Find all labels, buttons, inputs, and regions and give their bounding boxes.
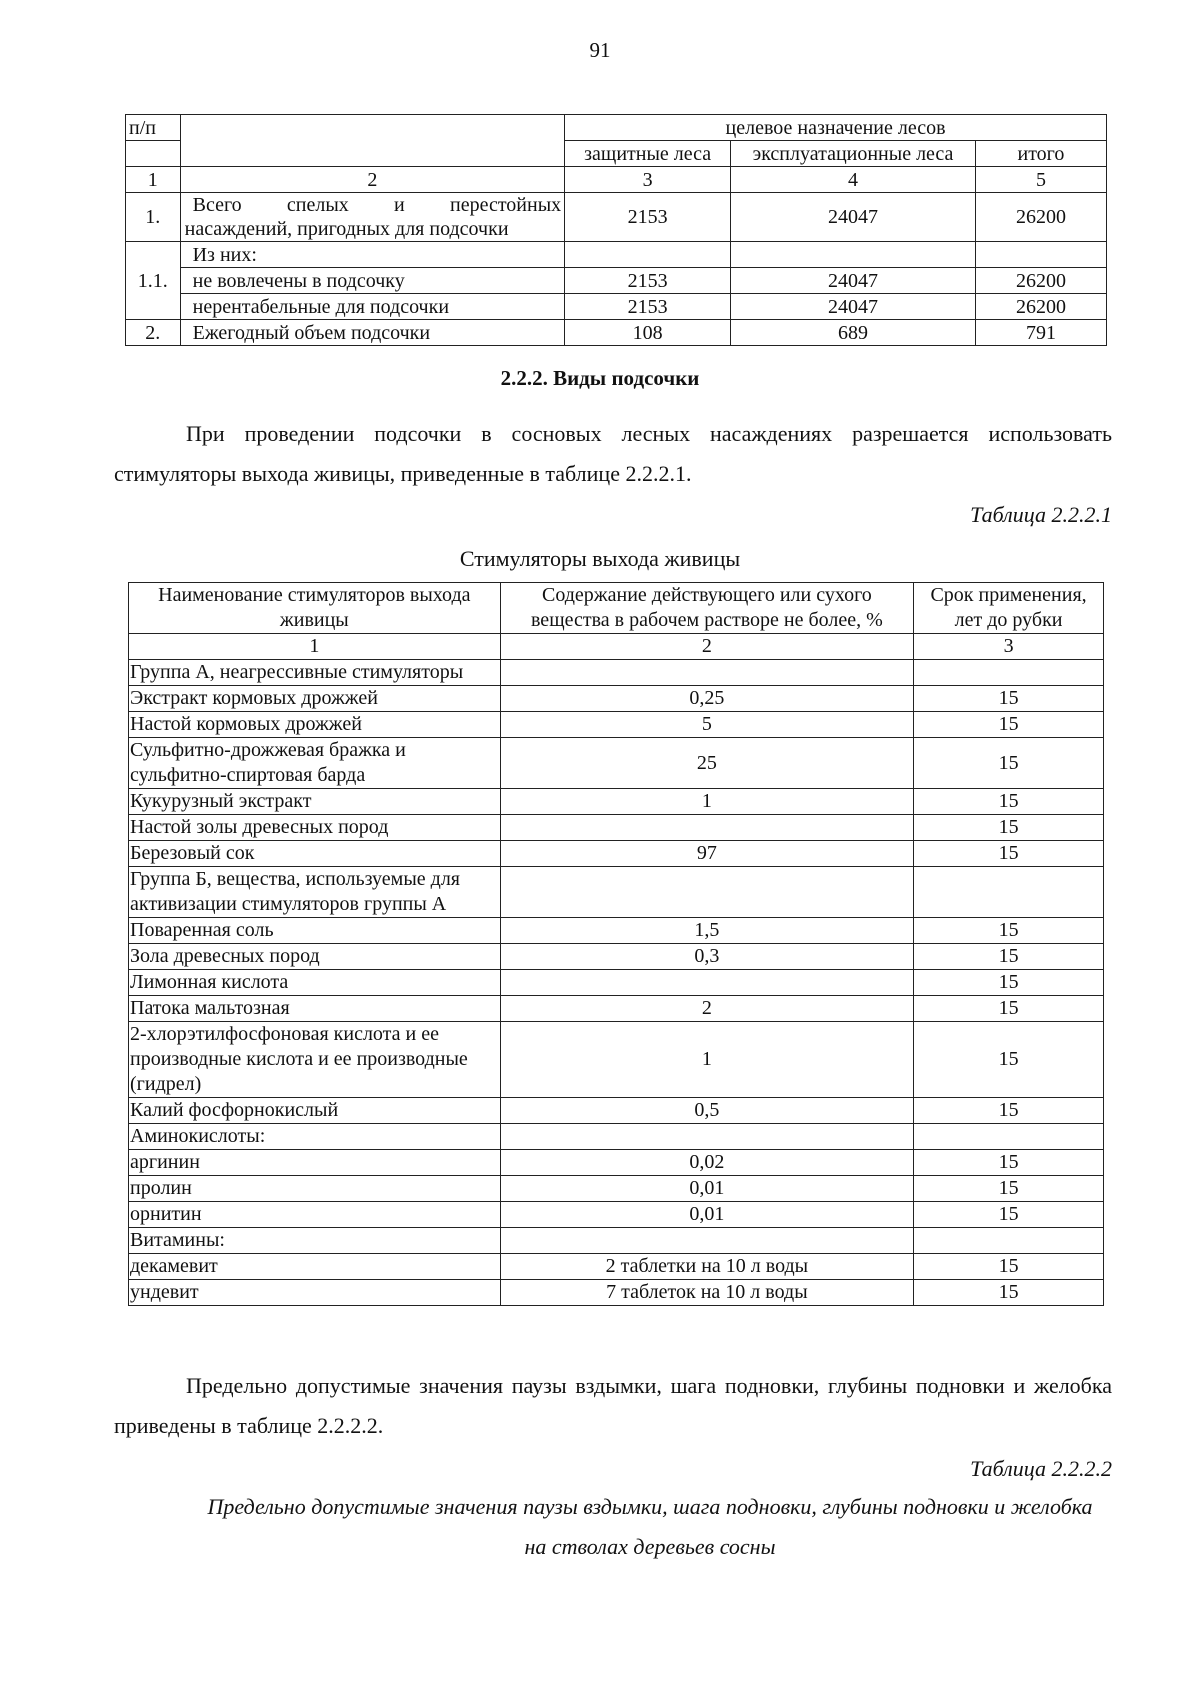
row-name: Ежегодный объем подсочки xyxy=(180,320,565,346)
header-protective: защитные леса xyxy=(565,141,731,167)
stimulator-name: Патока мальтозная xyxy=(129,996,501,1022)
table-row xyxy=(129,660,1104,686)
table-row xyxy=(129,686,1104,712)
row-value: 24047 xyxy=(731,294,976,320)
table-row xyxy=(129,1280,1104,1306)
row-num: 1.1. xyxy=(126,242,181,320)
term-value: 15 xyxy=(914,841,1104,867)
stimulator-name: Кукурузный экстракт xyxy=(129,789,501,815)
term-value: 15 xyxy=(914,996,1104,1022)
stimulator-name: Группа А, неагрессивные стимуляторы xyxy=(129,660,501,686)
row-value: 689 xyxy=(731,320,976,346)
term-value: 15 xyxy=(914,944,1104,970)
col-number: 2 xyxy=(180,167,565,193)
term-value: 15 xyxy=(914,1176,1104,1202)
row-name: Всего спелых и перестойных насаждений, пригодных для подсочки xyxy=(180,193,565,242)
table-row xyxy=(129,1098,1104,1124)
header-empty xyxy=(180,115,565,167)
stimulator-name: аргинин xyxy=(129,1150,501,1176)
row-value xyxy=(731,242,976,268)
content-value: 7 таблеток на 10 л воды xyxy=(500,1280,913,1306)
stimulator-name: Экстракт кормовых дрожжей xyxy=(129,686,501,712)
content-value: 25 xyxy=(500,738,913,789)
row-value: 2153 xyxy=(565,268,731,294)
term-value: 15 xyxy=(914,1098,1104,1124)
table-row xyxy=(129,789,1104,815)
table-row xyxy=(129,815,1104,841)
content-value: 1,5 xyxy=(500,918,913,944)
row-value: 24047 xyxy=(731,193,976,242)
stimulator-name: Сульфитно-дрожжевая бражка и сульфитно-спиртовая барда xyxy=(129,738,501,789)
stimulator-name: Лимонная кислота xyxy=(129,970,501,996)
stimulator-name: Поваренная соль xyxy=(129,918,501,944)
row-value: 26200 xyxy=(975,294,1106,320)
table-row xyxy=(129,1124,1104,1150)
stimulator-name: Витамины: xyxy=(129,1228,501,1254)
term-value: 15 xyxy=(914,738,1104,789)
term-value: 15 xyxy=(914,789,1104,815)
table-row xyxy=(129,1202,1104,1228)
content-value xyxy=(500,815,913,841)
term-value: 15 xyxy=(914,686,1104,712)
content-value: 1 xyxy=(500,789,913,815)
content-value: 0,3 xyxy=(500,944,913,970)
header-term: Срок применения, лет до рубки xyxy=(914,583,1104,634)
header-total: итого xyxy=(975,141,1106,167)
term-value: 15 xyxy=(914,1022,1104,1098)
row-name: не вовлечены в подсочку xyxy=(180,268,565,294)
row-value: 24047 xyxy=(731,268,976,294)
content-value xyxy=(500,660,913,686)
page-number: 91 xyxy=(589,38,611,62)
term-value: 15 xyxy=(914,1280,1104,1306)
paragraph: При проведении подсочки в сосновых лесных насаждениях разрешается использовать стимуляторы выхода живицы, приведенные в таблице 2.2.2.1. xyxy=(114,421,1112,486)
content-value: 97 xyxy=(500,841,913,867)
header-group: целевое назначение лесов xyxy=(565,115,1107,141)
table-label: Таблица 2.2.2.1 xyxy=(970,502,1112,527)
table-row xyxy=(129,1228,1104,1254)
row-value xyxy=(975,242,1106,268)
content-value: 0,5 xyxy=(500,1098,913,1124)
stimulator-name: Березовый сок xyxy=(129,841,501,867)
table-row xyxy=(129,1022,1104,1098)
stimulator-name: Настой золы древесных пород xyxy=(129,815,501,841)
table-label: Таблица 2.2.2.2 xyxy=(970,1456,1112,1481)
col-number: 1 xyxy=(129,634,501,660)
stimulator-name: Зола древесных пород xyxy=(129,944,501,970)
stimulators-table xyxy=(128,582,1104,1306)
content-value xyxy=(500,970,913,996)
term-value: 15 xyxy=(914,1150,1104,1176)
stimulator-name: Аминокислоты: xyxy=(129,1124,501,1150)
row-value: 791 xyxy=(975,320,1106,346)
col-number: 3 xyxy=(914,634,1104,660)
content-value: 5 xyxy=(500,712,913,738)
content-value: 0,25 xyxy=(500,686,913,712)
term-value: 15 xyxy=(914,1202,1104,1228)
table-row xyxy=(129,918,1104,944)
term-value xyxy=(914,1124,1104,1150)
row-num: 1. xyxy=(126,193,181,242)
table-row xyxy=(129,944,1104,970)
row-value: 108 xyxy=(565,320,731,346)
header-empty-pp xyxy=(126,141,181,167)
table-row xyxy=(126,268,1107,294)
col-number: 5 xyxy=(975,167,1106,193)
table-row xyxy=(126,193,1107,242)
stimulator-name: Калий фосфорнокислый xyxy=(129,1098,501,1124)
row-name: нерентабельные для подсочки xyxy=(180,294,565,320)
table-row xyxy=(129,1254,1104,1280)
col-number: 3 xyxy=(565,167,731,193)
row-num: 2. xyxy=(126,320,181,346)
row-value xyxy=(565,242,731,268)
header-pp: п/п xyxy=(126,115,181,141)
content-value: 0,01 xyxy=(500,1176,913,1202)
row-value: 26200 xyxy=(975,193,1106,242)
col-number: 2 xyxy=(500,634,913,660)
table-caption: Стимуляторы выхода живицы xyxy=(459,546,741,571)
table-row xyxy=(129,970,1104,996)
table-caption: Предельно допустимые значения паузы вздымки, шага подновки, глубины подновки и желобка на стволах деревьев сосны xyxy=(207,1494,1093,1559)
table-row xyxy=(129,867,1104,918)
term-value xyxy=(914,1228,1104,1254)
row-value: 26200 xyxy=(975,268,1106,294)
term-value: 15 xyxy=(914,1254,1104,1280)
header-content: Содержание действующего или сухого вещества в рабочем растворе не более, % xyxy=(500,583,913,634)
table-row xyxy=(126,242,1107,268)
header-exploitation: эксплуатационные леса xyxy=(731,141,976,167)
stimulator-name: Настой кормовых дрожжей xyxy=(129,712,501,738)
content-value xyxy=(500,1228,913,1254)
stimulator-name: орнитин xyxy=(129,1202,501,1228)
paragraph: Предельно допустимые значения паузы вздымки, шага подновки, глубины подновки и желобка приведены в таблице 2.2.2.2. xyxy=(114,1373,1112,1438)
table-row xyxy=(129,712,1104,738)
row-name: Из них: xyxy=(180,242,565,268)
stimulator-name: ундевит xyxy=(129,1280,501,1306)
term-value xyxy=(914,867,1104,918)
content-value: 0,02 xyxy=(500,1150,913,1176)
content-value xyxy=(500,867,913,918)
row-value: 2153 xyxy=(565,193,731,242)
content-value: 2 xyxy=(500,996,913,1022)
header-name: Наименование стимуляторов выхода живицы xyxy=(129,583,501,634)
term-value: 15 xyxy=(914,970,1104,996)
content-value xyxy=(500,1124,913,1150)
content-value: 0,01 xyxy=(500,1202,913,1228)
table-row xyxy=(129,1176,1104,1202)
table-row xyxy=(129,738,1104,789)
table-row xyxy=(129,996,1104,1022)
term-value: 15 xyxy=(914,712,1104,738)
content-value: 2 таблетки на 10 л воды xyxy=(500,1254,913,1280)
col-number: 4 xyxy=(731,167,976,193)
forest-purpose-table xyxy=(125,114,1107,346)
table-row xyxy=(126,320,1107,346)
row-value: 2153 xyxy=(565,294,731,320)
term-value: 15 xyxy=(914,918,1104,944)
section-heading: 2.2.2. Виды подсочки xyxy=(500,366,700,390)
table-row xyxy=(129,1150,1104,1176)
term-value: 15 xyxy=(914,815,1104,841)
stimulator-name: пролин xyxy=(129,1176,501,1202)
stimulator-name: декамевит xyxy=(129,1254,501,1280)
table-row xyxy=(126,294,1107,320)
stimulator-name: 2-хлорэтилфосфоновая кислота и ее производные кислота и ее производные (гидрел) xyxy=(129,1022,501,1098)
term-value xyxy=(914,660,1104,686)
content-value: 1 xyxy=(500,1022,913,1098)
table-row xyxy=(129,841,1104,867)
col-number: 1 xyxy=(126,167,181,193)
stimulator-name: Группа Б, вещества, используемые для активизации стимуляторов группы А xyxy=(129,867,501,918)
